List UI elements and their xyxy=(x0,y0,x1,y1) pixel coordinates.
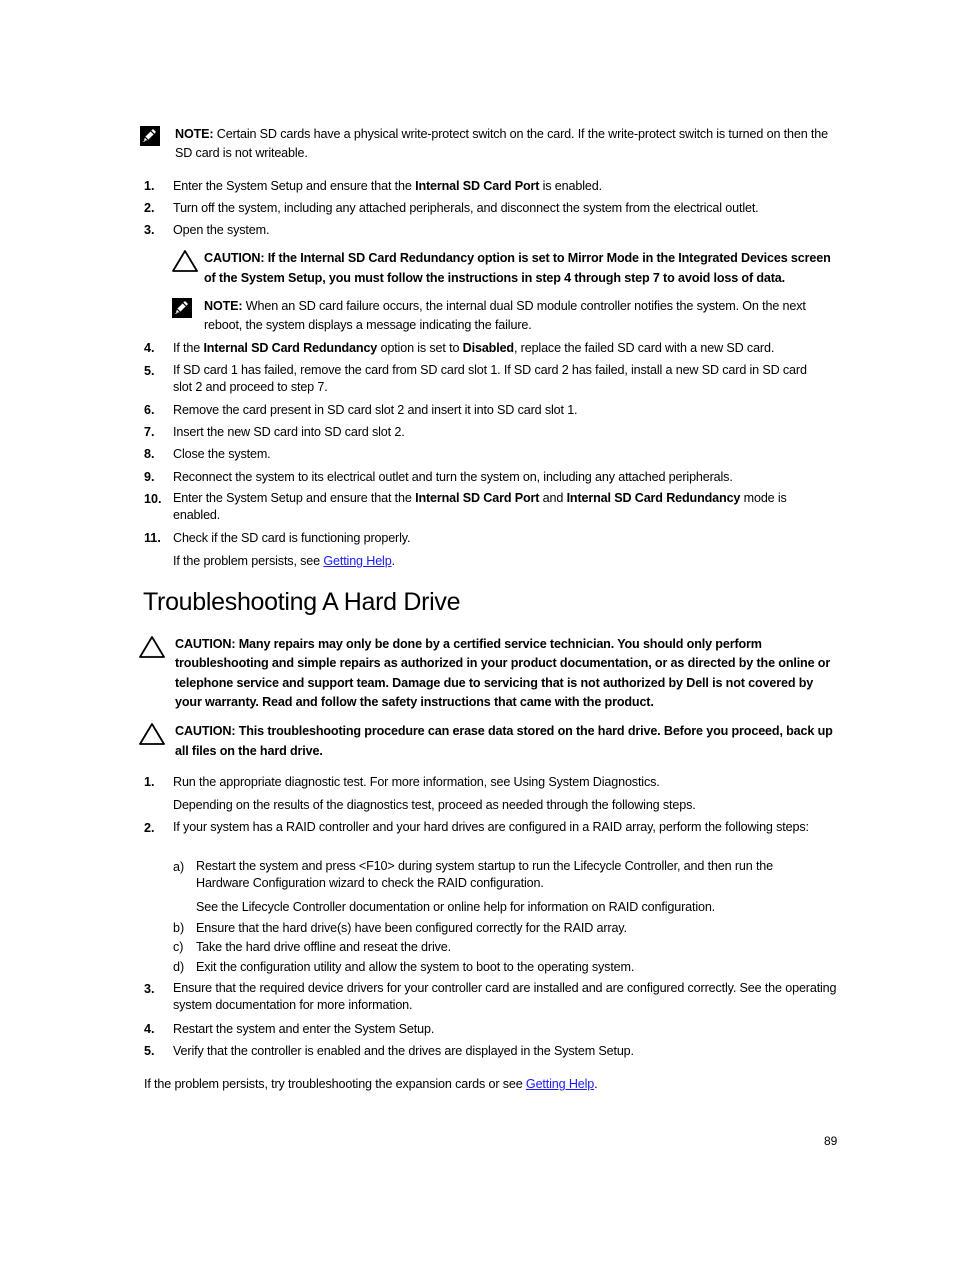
note-text: Certain SD cards have a physical write-protect switch on the card. If the write-protect switch is turned on then the SD card is not writeable. xyxy=(175,127,828,160)
step-number: 9. xyxy=(144,470,155,484)
step-number: 2. xyxy=(144,201,155,215)
caution-triangle-icon xyxy=(138,635,166,659)
step-number: 1. xyxy=(144,775,155,789)
step-number: 7. xyxy=(144,425,155,439)
persist-suffix: . xyxy=(391,554,395,568)
step-number: 4. xyxy=(144,1022,155,1036)
note-sd-failure xyxy=(204,297,844,335)
substep-text: Take the hard drive offline and reseat the drive. xyxy=(196,940,451,954)
note-pencil-icon xyxy=(140,126,160,146)
note-label: NOTE: xyxy=(204,299,243,313)
step-text: Reconnect the system to its electrical outlet and turn the system on, including any attached peripherals. xyxy=(173,470,733,484)
substep-subtext: See the Lifecycle Controller documentation or online help for information on RAID configuration. xyxy=(196,900,716,914)
step-text: Turn off the system, including any attached peripherals, and disconnect the system from the electrical outlet. xyxy=(173,201,759,215)
note-text: When an SD card failure occurs, the internal dual SD module controller notifies the system. On the next reboot, the system displays a message indicating the failure. xyxy=(204,299,806,332)
step-subtext: Depending on the results of the diagnostics test, proceed as needed through the following steps. xyxy=(173,798,696,812)
step-text-part: option is set to xyxy=(377,341,463,355)
step-number: 11. xyxy=(144,531,161,545)
section-title: Troubleshooting A Hard Drive xyxy=(143,588,461,616)
step-text-part: If the xyxy=(173,341,204,355)
substep-letter: a) xyxy=(173,860,185,874)
step-text xyxy=(173,490,813,524)
problem-persists-text xyxy=(144,1075,844,1093)
caution-triangle-icon xyxy=(171,249,199,273)
step-number: 3. xyxy=(144,223,155,237)
caution-erase-data: CAUTION: This troubleshooting procedure can erase data stored on the hard drive. Before you proceed, back up all files on the hard drive. xyxy=(175,724,833,758)
note-pencil-icon xyxy=(172,298,192,318)
step-text: Verify that the controller is enabled and the drives are displayed in the System Setup. xyxy=(173,1044,634,1058)
substep-text: Ensure that the hard drive(s) have been configured correctly for the RAID array. xyxy=(196,921,627,935)
step-text: Check if the SD card is functioning properly. xyxy=(173,531,411,545)
step-text: Insert the new SD card into SD card slot 2. xyxy=(173,425,405,439)
persist-prefix: If the problem persists, try troubleshooting the expansion cards or see xyxy=(144,1077,526,1091)
setting-value: Disabled xyxy=(462,341,514,355)
getting-help-link[interactable]: Getting Help xyxy=(323,554,392,568)
step-text-part: and xyxy=(539,491,567,505)
step-text xyxy=(173,177,833,195)
step-number: 5. xyxy=(144,1044,155,1058)
setting-name: Internal SD Card Port xyxy=(415,491,540,505)
substep-letter: d) xyxy=(173,960,185,974)
step-text: Remove the card present in SD card slot 2 and insert it into SD card slot 1. xyxy=(173,403,578,417)
persist-suffix: . xyxy=(594,1077,598,1091)
step-text-part: Enter the System Setup and ensure that the xyxy=(173,179,416,193)
step-text: Run the appropriate diagnostic test. For more information, see Using System Diagnostics. xyxy=(173,775,660,789)
step-number: 10. xyxy=(144,492,162,506)
note-label: NOTE: xyxy=(175,127,214,141)
setting-name: Internal SD Card Redundancy xyxy=(203,341,378,355)
step-text: Close the system. xyxy=(173,447,271,461)
substep-letter: c) xyxy=(173,940,184,954)
substep-text: Exit the configuration utility and allow the system to boot to the operating system. xyxy=(196,960,635,974)
persist-prefix: If the problem persists, see xyxy=(173,554,324,568)
setting-name: Internal SD Card Redundancy xyxy=(566,491,741,505)
step-number: 1. xyxy=(144,179,155,193)
caution-certified-technician: CAUTION: Many repairs may only be done by a certified service technician. You should only perform troubleshooting and simple repairs as authorized in your product documentation, or as directed by the online or telephone service and support team. Damage due to servicing that is not authorized by Dell is not covered by your warranty. Read and follow the safety instructions that came with the product. xyxy=(175,637,831,709)
substep-letter: b) xyxy=(173,921,185,935)
step-number: 3. xyxy=(144,982,155,996)
step-text-part: , replace the failed SD card with a new SD card. xyxy=(513,341,775,355)
step-text-part: mode is enabled. xyxy=(173,491,787,522)
caution-triangle-icon xyxy=(138,722,166,746)
step-text: If SD card 1 has failed, remove the card from SD card slot 1. If SD card 2 has failed, install a new SD card in SD card slot 2 and proceed to step 7. xyxy=(173,363,807,394)
step-number: 4. xyxy=(144,341,155,355)
step-number: 6. xyxy=(144,403,155,417)
substep-text: Restart the system and press <F10> during system startup to run the Lifecycle Controller, and then run the Hardware Configuration wizard to check the RAID configuration. xyxy=(196,859,774,890)
page-number: 89 xyxy=(824,1134,838,1148)
problem-persists-text xyxy=(173,552,833,570)
step-text: Restart the system and enter the System Setup. xyxy=(173,1022,435,1036)
step-text: Ensure that the required device drivers for your controller card are installed and are configured correctly. See the operating system documentation for more information. xyxy=(173,981,837,1012)
step-number: 8. xyxy=(144,447,155,461)
step-text: Open the system. xyxy=(173,223,270,237)
step-text-part: is enabled. xyxy=(539,179,602,193)
setting-name: Internal SD Card Port xyxy=(415,179,540,193)
step-text-part: Enter the System Setup and ensure that the xyxy=(173,491,416,505)
caution-sd-redundancy: CAUTION: If the Internal SD Card Redundancy option is set to Mirror Mode in the Integrated Devices screen of the System Setup, you must follow the instructions in step 4 through step 7 to avoid loss of data. xyxy=(204,251,831,285)
step-text: If your system has a RAID controller and your hard drives are configured in a RAID array, perform the following steps: xyxy=(173,820,809,834)
step-text xyxy=(173,339,833,357)
getting-help-link[interactable]: Getting Help xyxy=(525,1077,595,1091)
step-number: 2. xyxy=(144,821,155,835)
note-sd-write-protect xyxy=(175,125,835,163)
step-number: 5. xyxy=(144,364,155,378)
